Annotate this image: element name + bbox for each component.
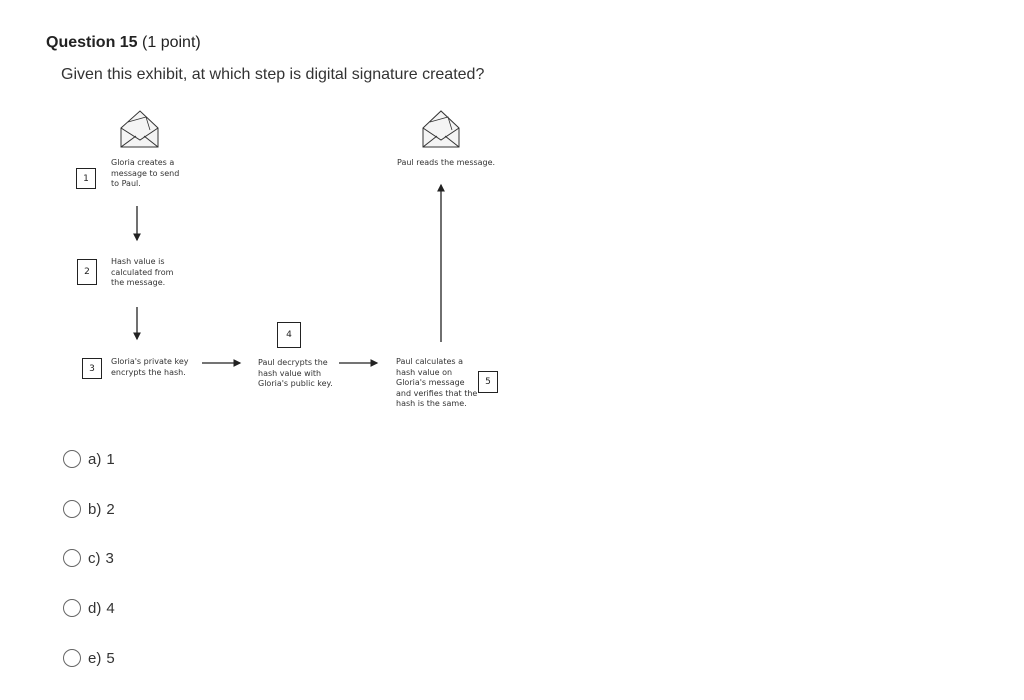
- choice-c[interactable]: [63, 549, 114, 567]
- radio-button[interactable]: [63, 500, 81, 518]
- step-3-number: 3: [82, 358, 102, 379]
- choice-letter: c): [88, 549, 101, 567]
- question-text: Given this exhibit, at which step is digital signature created?: [61, 66, 485, 83]
- choice-letter: a): [88, 450, 102, 468]
- choice-letter: b): [88, 500, 102, 518]
- step-4-text: Paul decrypts the hash value with Gloria's public key.: [258, 358, 333, 388]
- envelope-icon: [121, 111, 158, 147]
- step-4-number: 4: [277, 322, 301, 348]
- radio-button[interactable]: [63, 450, 81, 468]
- radio-button[interactable]: [63, 599, 81, 617]
- step-3-text: Gloria's private key encrypts the hash.: [111, 357, 189, 377]
- choice-d[interactable]: [63, 599, 115, 617]
- choice-a[interactable]: [63, 450, 115, 468]
- question-title: Question 15: [46, 34, 138, 51]
- envelope-icon: [423, 111, 459, 147]
- choice-value: 4: [106, 599, 115, 617]
- choice-value: 5: [106, 649, 115, 667]
- step-5-number: 5: [478, 371, 498, 393]
- radio-button[interactable]: [63, 649, 81, 667]
- choice-value: 3: [105, 549, 114, 567]
- choice-e[interactable]: [63, 649, 115, 667]
- step-5-text: Paul calculates a hash value on Gloria's message and verifies that the hash is the same.: [396, 357, 478, 408]
- choice-b[interactable]: [63, 500, 115, 518]
- step-2-text: Hash value is calculated from the message.: [111, 257, 174, 287]
- choice-letter: d): [88, 599, 102, 617]
- question-points: (1 point): [142, 34, 201, 51]
- choice-value: 1: [106, 450, 115, 468]
- step-1-number: 1: [76, 168, 96, 189]
- radio-button[interactable]: [63, 549, 81, 567]
- step-2-number: 2: [77, 259, 97, 285]
- choice-value: 2: [106, 500, 115, 518]
- choice-letter: e): [88, 649, 102, 667]
- step-1-text: Gloria creates a message to send to Paul.: [111, 158, 180, 188]
- paul-reads-text: Paul reads the message.: [397, 158, 496, 167]
